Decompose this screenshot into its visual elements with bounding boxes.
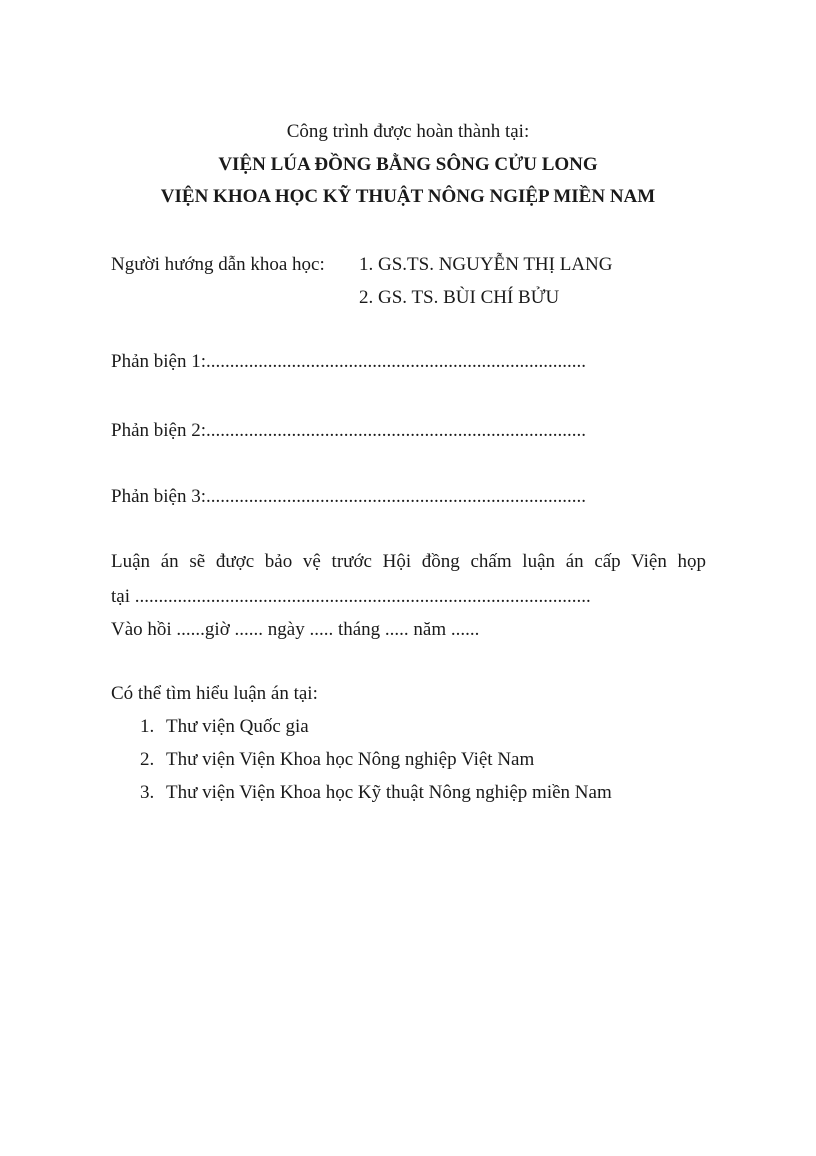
library-item-text: Thư viện Viện Khoa học Nông nghiệp Việt Nam	[166, 749, 535, 770]
advisors-label: Người hướng dẫn khoa học:	[111, 254, 325, 275]
institute-name-2: VIỆN KHOA HỌC KỸ THUẬT NÔNG NGIỆP MIỀN NAM	[160, 186, 656, 207]
library-item-number: 1.	[140, 716, 155, 737]
reviewer-2-blank: ................................................................................	[206, 420, 586, 441]
libraries-heading: Có thể tìm hiểu luận án tại:	[111, 683, 318, 704]
advisor-1: 1. GS.TS. NGUYỄN THỊ LANG	[359, 254, 613, 275]
library-item-1	[140, 717, 309, 736]
reviewer-1-blank: ................................................................................	[206, 351, 586, 372]
reviewer-3-line	[111, 487, 586, 506]
completion-intro: Công trình được hoàn thành tại:	[286, 121, 530, 142]
reviewer-3-label: Phản biện 3:	[111, 486, 206, 507]
reviewer-1-label: Phản biện 1:	[111, 351, 206, 372]
library-item-number: 2.	[140, 749, 155, 770]
reviewer-2-line	[111, 421, 586, 440]
defense-time-line: Vào hồi ......giờ ...... ngày ..... tháng ..... năm ......	[111, 619, 480, 640]
reviewer-2-label: Phản biện 2:	[111, 420, 206, 441]
library-item-text: Thư viện Quốc gia	[166, 716, 309, 737]
advisor-2: 2. GS. TS. BÙI CHÍ BỬU	[359, 287, 560, 308]
library-item-number: 3.	[140, 782, 155, 803]
library-item-2	[140, 750, 534, 769]
defense-line-2: tại ................................................................................................	[111, 586, 591, 607]
library-item-text: Thư viện Viện Khoa học Kỹ thuật Nông nghiệp miền Nam	[166, 782, 612, 803]
reviewer-3-blank: ................................................................................	[206, 486, 586, 507]
defense-line-1: Luận án sẽ được bảo vệ trước Hội đồng chấm luận án cấp Viện họp	[111, 551, 706, 572]
institute-name-1: VIỆN LÚA ĐỒNG BẰNG SÔNG CỬU LONG	[218, 154, 598, 175]
library-item-3	[140, 783, 612, 802]
reviewer-1-line	[111, 352, 586, 371]
